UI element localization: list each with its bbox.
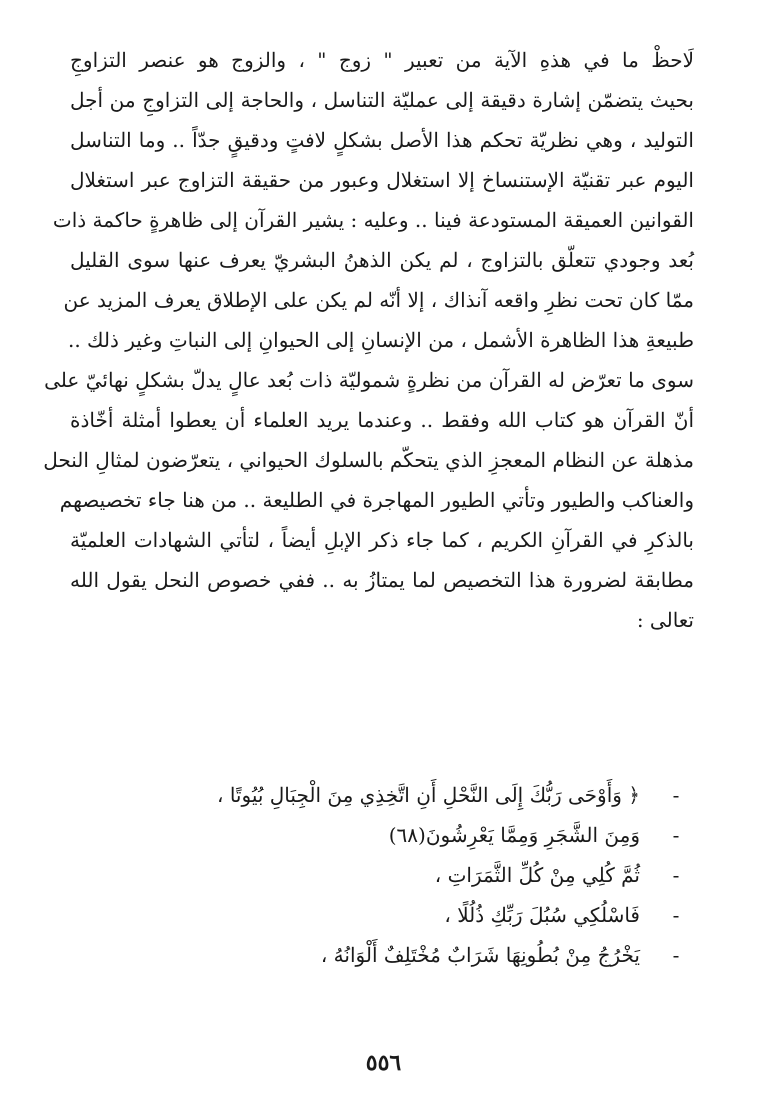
dash-bullet: -	[672, 823, 680, 847]
verse-item	[70, 855, 694, 895]
body-line-7: ممّا كان تحت نظرِ واقعه آنذاك ، إلا أنّه لم يكن على الإطلاق يعرف المزيد عن	[63, 288, 694, 312]
body-line-9: سوى ما تعرّض له القرآن من نظرةٍ شموليّة ذات بُعد عالٍ يدلّ بشكلٍ نهائيّ على	[44, 368, 694, 392]
body-line-8: طبيعةِ هذا الظاهرة الأشمل ، من الإنسانِ إلى الحيوانِ إلى النباتِ وغير ذلك ..	[67, 328, 694, 352]
verse-text: فَاسْلُكِي سُبُلَ رَبِّكِ ذُلُلًا ،	[444, 903, 640, 927]
body-line-6: بُعد وجودي تتعلّق بالتزاوج ، لم يكن الذهنُ البشريّ يعرف عنها سوى القليل	[70, 248, 694, 272]
body-line-3: التوليد ، وهي نظريّة تحكم هذا الأصل بشكلٍ لافتٍ ودقيقٍ جدّاً .. وما التناسل	[70, 128, 694, 152]
body-line-12: والعناكب والطيور وتأتي الطيور المهاجرة في الطليعة .. من هنا جاء تخصيصهم	[59, 488, 694, 512]
dash-bullet: -	[672, 903, 680, 927]
verse-item	[70, 935, 694, 975]
verse-text: ثُمَّ كُلِي مِنْ كُلِّ الثَّمَرَاتِ ،	[434, 863, 640, 887]
body-line-15: تعالى :	[636, 608, 694, 632]
body-line-10: أنّ القرآن هو كتاب الله وفقط .. وعندما يريد العلماء أن يعطوا أمثلة أخّاذة	[70, 408, 694, 432]
verse-text: وَمِنَ الشَّجَرِ وَمِمَّا يَعْرِشُونَ(٦٨)	[388, 823, 640, 847]
verse-item	[70, 815, 694, 855]
body-line-5: القوانين العميقة المستودعة فينا .. وعليه : يشير القرآن إلى ظاهرةٍ حاكمة ذات	[52, 208, 694, 232]
verse-item	[70, 775, 694, 815]
document-page	[43, 40, 694, 967]
quran-verse-list	[70, 775, 694, 975]
page-number: ٥٥٦	[365, 1050, 402, 1076]
body-line-1: لَاحظْ ما في هذهِ الآية من تعبير " زوج " ، والزوج هو عنصر التزاوجِ	[70, 48, 694, 72]
body-line-13: بالذكرِ في القرآنِ الكريم ، كما جاء ذكر الإبلِ أيضاً ، لتأتي الشهادات العلميّة	[70, 528, 694, 552]
body-line-14: مطابقة لضرورة هذا التخصيص لما يمتازُ به .. ففي خصوص النحل يقول الله	[70, 568, 694, 592]
dash-bullet: -	[672, 863, 680, 887]
body-line-2: بحيث يتضمّن إشارة دقيقة إلى عمليّة التناسل ، والحاجة إلى التزاوجِ من أجل	[70, 88, 694, 112]
body-line-4: اليوم عبر تقنيّة الإستنساخ إلا استغلال وعبور من حقيقة التزاوج عبر استغلال	[70, 168, 694, 192]
dash-bullet: -	[672, 783, 680, 807]
body-paragraph	[43, 40, 694, 640]
verse-text: ﴿ وَأَوْحَى رَبُّكَ إِلَى النَّحْلِ أَنِ اتَّخِذِي مِنَ الْجِبَالِ بُيُوتًا ،	[217, 783, 640, 807]
verse-text: يَخْرُجُ مِنْ بُطُونِهَا شَرَابٌ مُخْتَلِفٌ أَلْوَانُهُ ،	[320, 943, 640, 967]
dash-bullet: -	[672, 943, 680, 967]
verse-item	[70, 895, 694, 935]
body-line-11: مذهلة عن النظام المعجزِ الذي يتحكّم بالسلوك الحيواني ، يتعرّضون لمثالِ النحل	[43, 448, 694, 472]
